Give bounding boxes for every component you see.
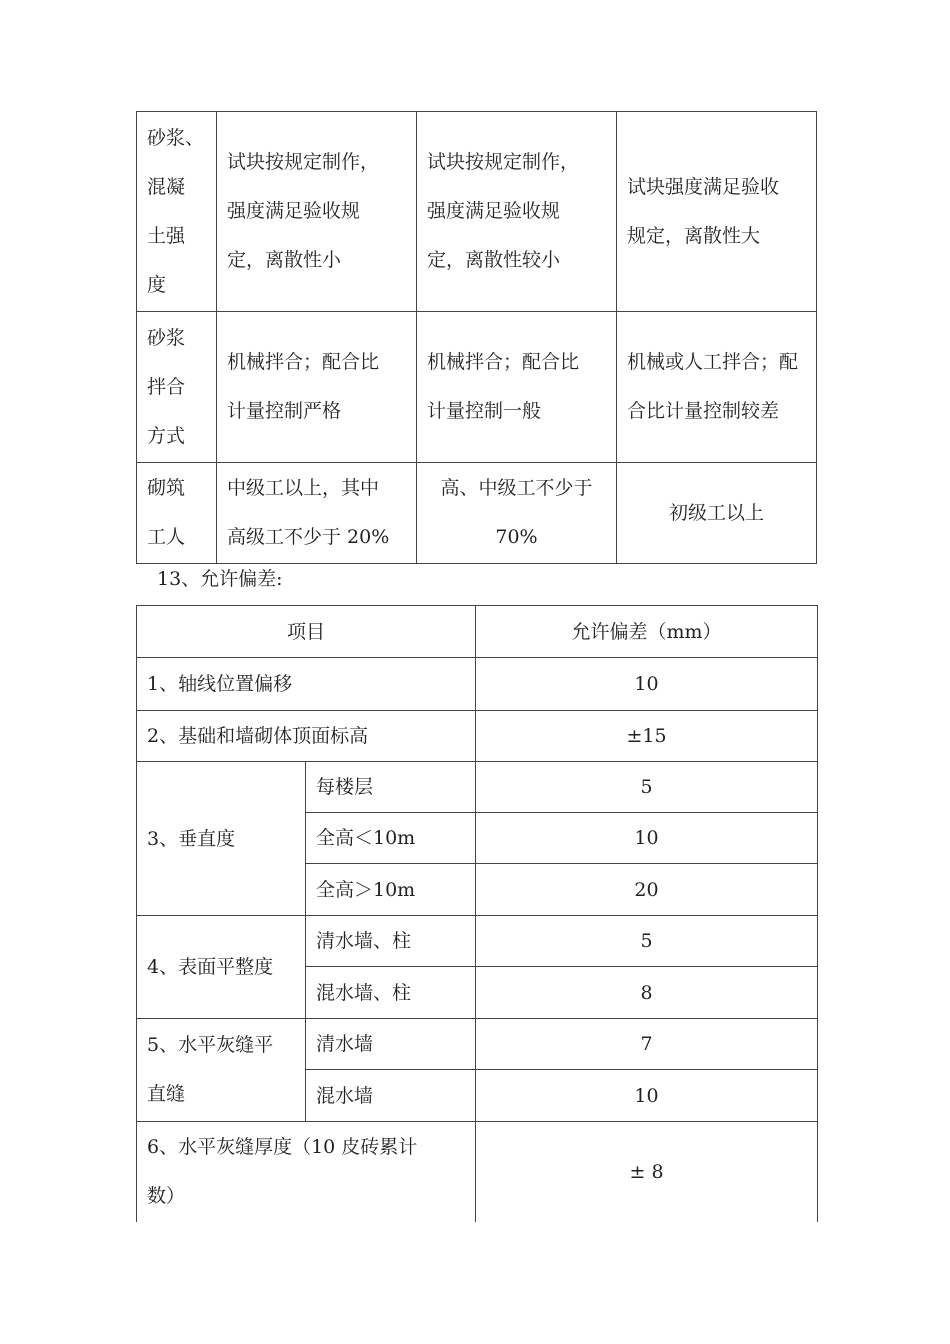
value-cell: 7 (476, 1019, 818, 1070)
item-cell: 4、表面平整度 (137, 916, 306, 1019)
sub-item-cell: 清水墙、柱 (306, 916, 476, 967)
value-cell: 5 (476, 762, 818, 813)
item-cell: 1、轴线位置偏移 (137, 658, 476, 711)
table-header-row (137, 606, 818, 658)
grade-b-cell: 机械拌合；配合比 计量控制一般 (417, 312, 617, 463)
table-row (137, 762, 818, 813)
value-cell: ±15 (476, 711, 818, 762)
item-cell: 6、水平灰缝厚度（10 皮砖累计 数） (137, 1122, 476, 1223)
value-cell: 8 (476, 967, 818, 1019)
value-cell: 10 (476, 1070, 818, 1122)
item-cell: 3、垂直度 (137, 762, 306, 916)
row-label: 砂浆、 混凝 土强 度 (137, 112, 217, 312)
table-row (137, 312, 817, 463)
grade-c-cell: 机械或人工拌合；配 合比计量控制较差 (617, 312, 817, 463)
sub-item-cell: 全高＞10m (306, 864, 476, 916)
grade-a-cell: 中级工以上，其中 高级工不少于 20% (217, 463, 417, 564)
table-row (137, 916, 818, 967)
table-row (137, 112, 817, 312)
row-label: 砌筑 工人 (137, 463, 217, 564)
grade-b-cell: 高、中级工不少于 70% (417, 463, 617, 564)
item-cell: 2、基础和墙砌体顶面标高 (137, 711, 476, 762)
table-row (137, 711, 818, 762)
table-row (137, 463, 817, 564)
grade-b-cell: 试块按规定制作， 强度满足验收规 定，离散性较小 (417, 112, 617, 312)
value-cell: ± 8 (476, 1122, 818, 1223)
value-cell: 5 (476, 916, 818, 967)
quality-grade-table (136, 111, 817, 564)
grade-a-cell: 试块按规定制作， 强度满足验收规 定，离散性小 (217, 112, 417, 312)
grade-c-cell: 试块强度满足验收 规定，离散性大 (617, 112, 817, 312)
row-label: 砂浆 拌合 方式 (137, 312, 217, 463)
sub-item-cell: 清水墙 (306, 1019, 476, 1070)
value-cell: 10 (476, 813, 818, 864)
value-cell: 20 (476, 864, 818, 916)
sub-item-cell: 混水墙 (306, 1070, 476, 1122)
header-tolerance: 允许偏差（mm） (476, 606, 818, 658)
tolerance-table (136, 605, 818, 1222)
section-caption: 13、允许偏差: (157, 568, 283, 590)
value-cell: 10 (476, 658, 818, 711)
item-cell: 5、水平灰缝平 直缝 (137, 1019, 306, 1122)
grade-a-cell: 机械拌合；配合比 计量控制严格 (217, 312, 417, 463)
table-row (137, 1019, 818, 1070)
sub-item-cell: 混水墙、柱 (306, 967, 476, 1019)
sub-item-cell: 每楼层 (306, 762, 476, 813)
table-row (137, 658, 818, 711)
table-row (137, 1122, 818, 1223)
sub-item-cell: 全高＜10m (306, 813, 476, 864)
header-item: 项目 (137, 606, 476, 658)
grade-c-cell: 初级工以上 (617, 463, 817, 564)
